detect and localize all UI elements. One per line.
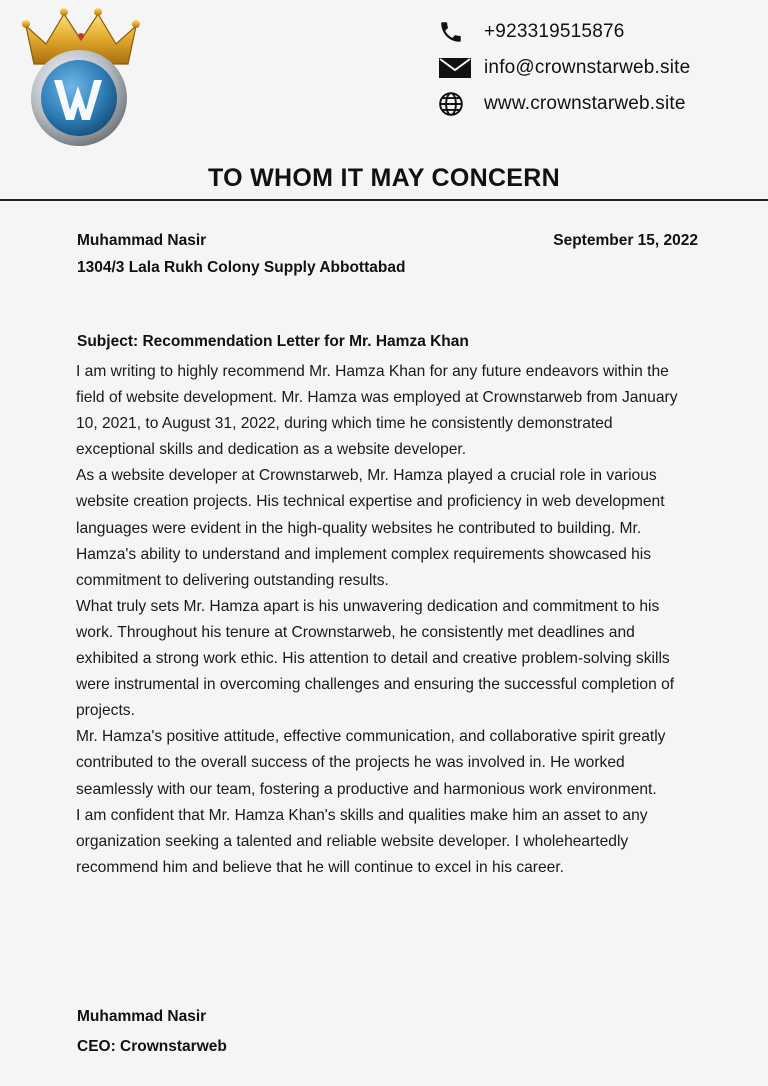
phone-icon: [438, 18, 472, 46]
body-paragraph: As a website developer at Crownstarweb, Mr. Hamza played a crucial role in various website creation projects. His technical expertise and proficiency in web development languages were evident in the high-quality websites he contributed to building. Mr. Hamza's ability to understand and implement complex requirements showcased his commitment to delivering outstanding results.: [76, 467, 665, 589]
body-paragraph: What truly sets Mr. Hamza apart is his unwavering dedication and commitment to his work. Throughout his tenure at Crownstarweb, he consistently met deadlines and exhibited a strong work ethic. His attention to detail and creative problem-solving skills were instrumental in overcoming challenges and ensuring the successful completion of projects.: [76, 597, 675, 720]
email-icon: [438, 54, 472, 82]
letter-body: [76, 359, 694, 881]
signature-name: Muhammad Nasir: [77, 1008, 207, 1025]
title-divider: [0, 199, 768, 201]
phone-number: +923319515876: [484, 21, 625, 42]
sender-address: 1304/3 Lala Rukh Colony Supply Abbottabad: [77, 259, 406, 276]
letter-date: September 15, 2022: [553, 232, 698, 249]
letter-title: TO WHOM IT MAY CONCERN: [208, 164, 560, 192]
body-paragraph: I am confident that Mr. Hamza Khan's skills and qualities make him an asset to any organization seeking a talented and reliable website developer. I wholeheartedly recommend him and believe that he will continue to excel in his career.: [76, 806, 648, 876]
sender-name: Muhammad Nasir: [77, 232, 207, 249]
email-address: info@crownstarweb.site: [484, 57, 691, 78]
contact-website[interactable]: [438, 86, 690, 122]
company-logo: [16, 6, 146, 146]
contact-info: [438, 14, 690, 122]
wordpress-crown-logo-icon: [16, 6, 146, 146]
contact-phone[interactable]: [438, 14, 690, 50]
contact-email[interactable]: [438, 50, 690, 86]
body-paragraph: Mr. Hamza's positive attitude, effective communication, and collaborative spirit greatly contributed to the overall success of the projects he was involved in. He worked seamlessly with our team, fostering a productive and harmonious work environment.: [76, 728, 666, 798]
body-paragraph: I am writing to highly recommend Mr. Hamza Khan for any future endeavors within the field of website development. Mr. Hamza was employed at Crownstarweb from January 10, 2021, to August 31, 2022, during which time he consistently demonstrated exceptional skills and dedication as a website developer.: [76, 363, 678, 459]
website-url: www.crownstarweb.site: [484, 93, 686, 114]
letter-subject: Subject: Recommendation Letter for Mr. Hamza Khan: [77, 333, 469, 350]
globe-icon: [438, 90, 472, 118]
signature-title: CEO: Crownstarweb: [77, 1038, 227, 1055]
